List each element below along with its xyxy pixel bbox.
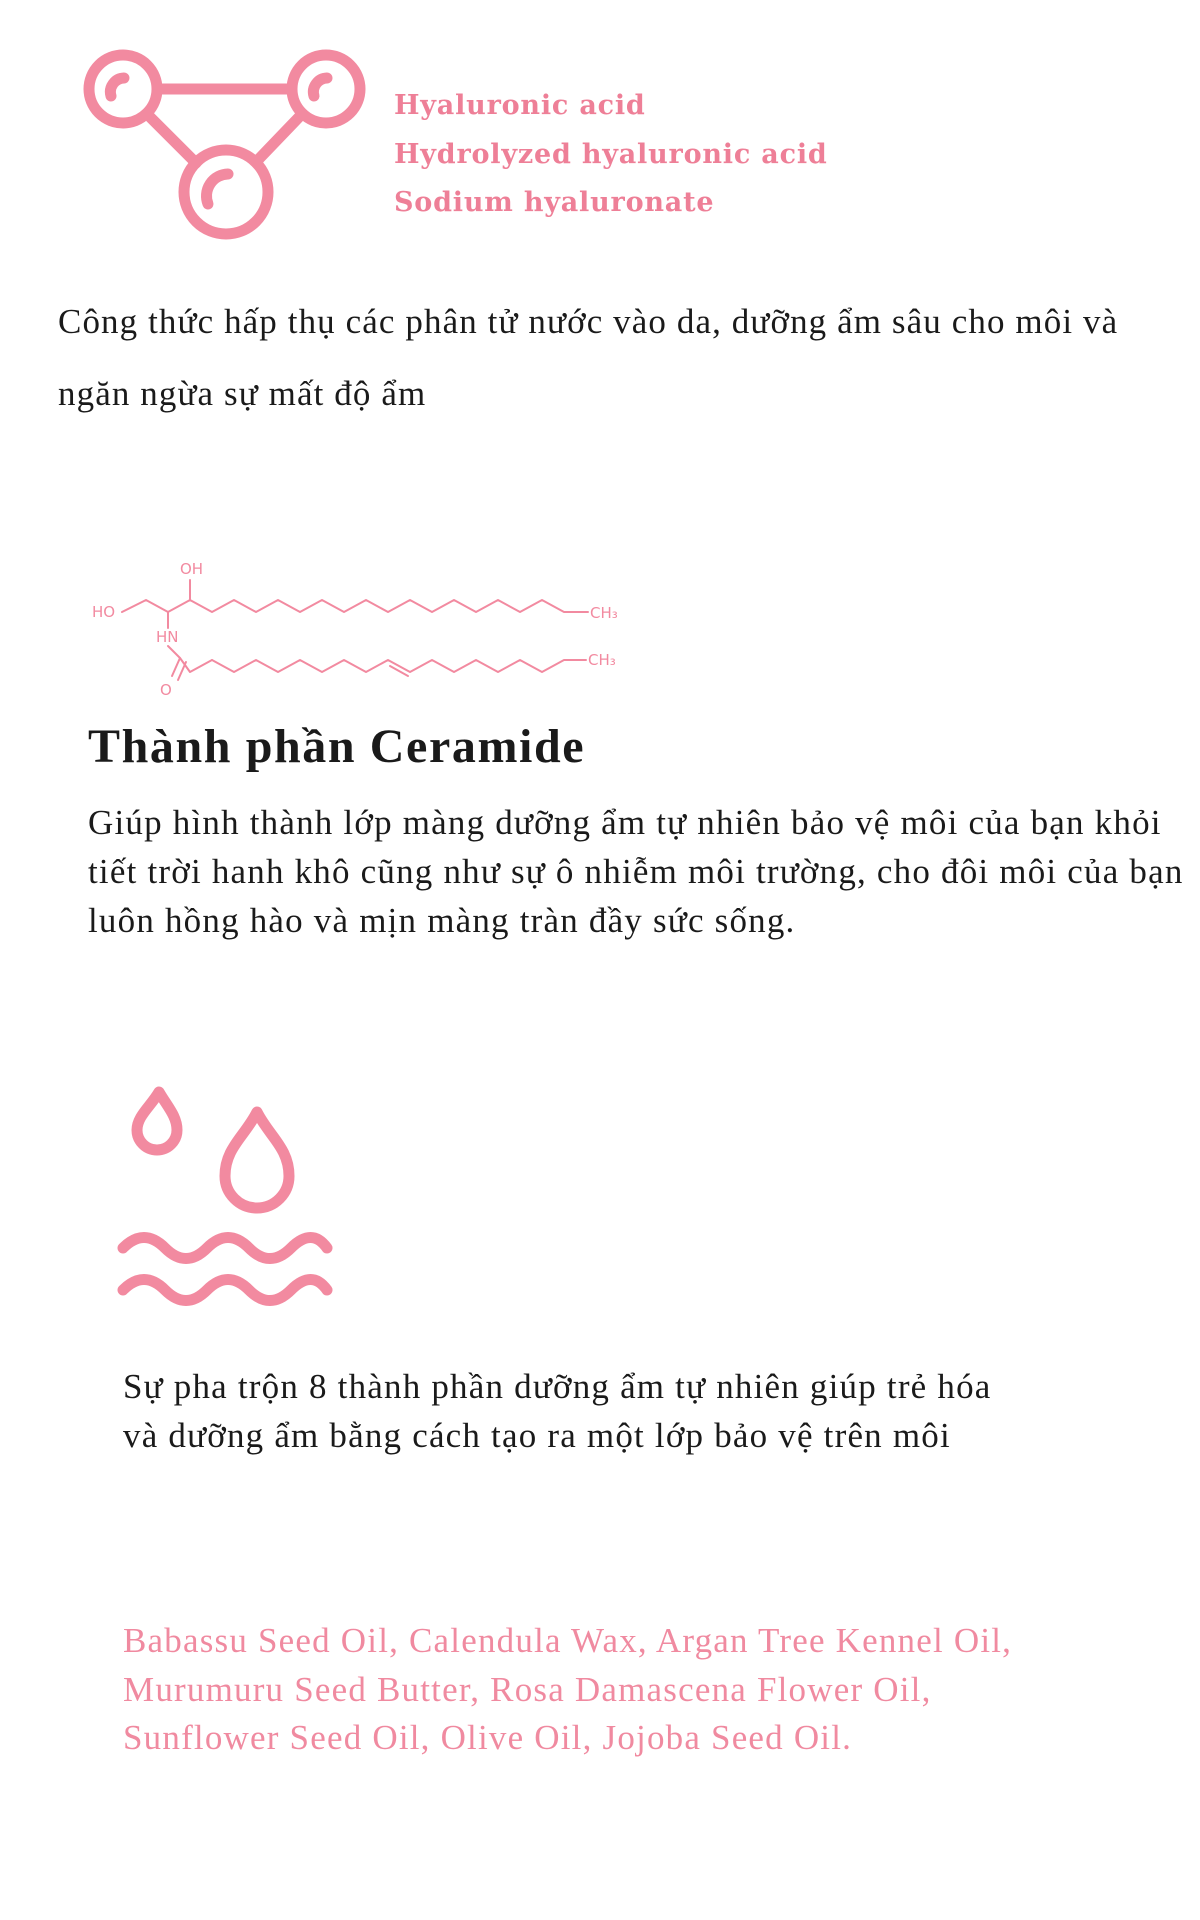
water-drops-waves-icon — [115, 1080, 335, 1320]
moisture-description — [123, 1363, 1123, 1460]
ceramide-description: Giúp hình thành lớp màng dưỡng ẩm tự nhiên bảo vệ môi của bạn khỏi tiết trời hanh khô cũng như sự ô nhiễm môi trường, cho đôi môi của bạn luôn hồng hào và mịn màng tràn đầy sức sống. — [88, 803, 1184, 940]
ingredient-hyaluronic-acid: Hyaluronic acid — [394, 90, 646, 121]
ceramide-structure-icon — [88, 550, 648, 700]
label-ch3-bottom: CH₃ — [588, 651, 616, 669]
ingredient-sodium-hyaluronate: Sodium hyaluronate — [394, 187, 715, 218]
oil-list-line: Murumuru Seed Butter, Rosa Damascena Flower Oil, — [123, 1669, 932, 1709]
hyaluronic-ingredient-list — [394, 82, 828, 228]
label-ch3-top: CH₃ — [590, 604, 618, 622]
moisture-description-line: Sự pha trộn 8 thành phần dưỡng ẩm tự nhiên giúp trẻ hóa — [123, 1367, 992, 1406]
moisture-description-line: và dưỡng ẩm bằng cách tạo ra một lớp bảo vệ trên môi — [123, 1415, 951, 1455]
oil-list-line: Sunflower Seed Oil, Olive Oil, Jojoba Seed Oil. — [123, 1718, 853, 1757]
label-hn: HN — [156, 628, 179, 646]
ingredient-hydrolyzed-hyaluronic-acid: Hydrolyzed hyaluronic acid — [394, 138, 828, 170]
label-oh: OH — [180, 560, 204, 578]
oil-ingredient-list — [123, 1617, 1183, 1763]
label-o: O — [160, 681, 172, 699]
oil-list-line: Babassu Seed Oil, Calendula Wax, Argan Tree Kennel Oil, — [123, 1621, 1013, 1660]
molecule-icon — [78, 44, 378, 244]
label-ho: HO — [92, 603, 116, 621]
hyaluronic-description: Công thức hấp thụ các phân tử nước vào da, dưỡng ẩm sâu cho môi và ngăn ngừa sự mất độ ẩm — [58, 302, 1119, 413]
ceramide-title: Thành phần Ceramide — [88, 720, 586, 773]
